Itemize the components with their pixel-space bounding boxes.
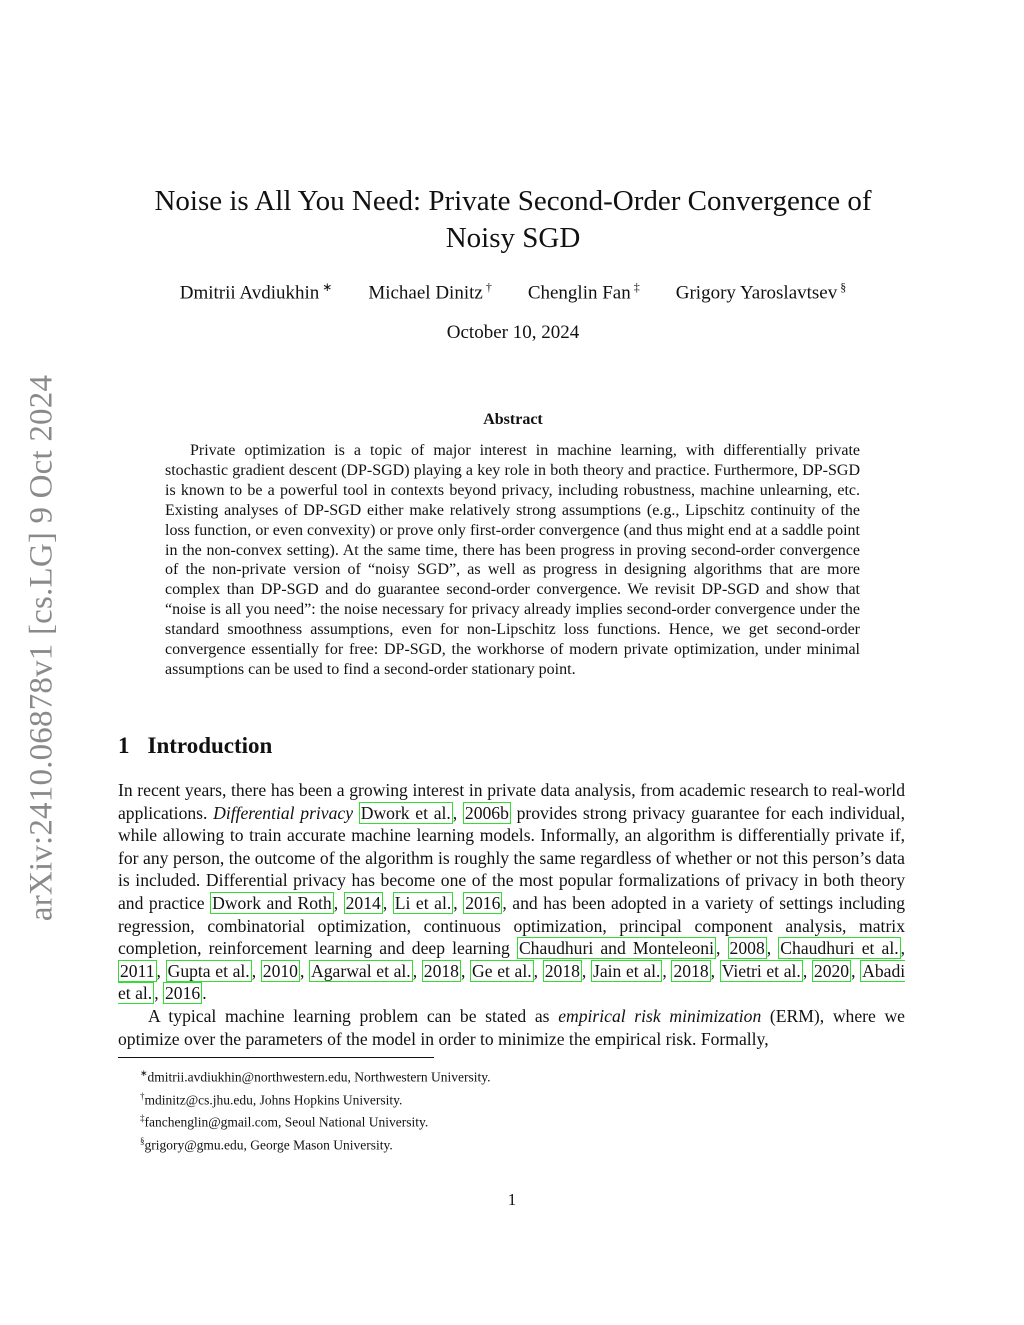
abstract-heading: Abstract	[483, 411, 543, 428]
footnote: ∗dmitrii.avdiukhin@northwestern.edu, Northwestern University.	[140, 1068, 491, 1085]
citation-link[interactable]: 2016	[165, 983, 201, 1004]
citation-link[interactable]: 2008	[729, 938, 765, 959]
author: Grigory Yaroslavtsev §	[675, 280, 847, 304]
section-title: Introduction	[147, 733, 273, 758]
paragraph: A typical machine learning problem can be stated as empirical risk minimization (ERM), where we optimize over the parameters of the model in order to minimize the empirical risk. Formally,	[118, 1005, 905, 1049]
citation-link[interactable]: 2020	[813, 960, 850, 981]
footnote: †mdinitz@cs.jhu.edu, Johns Hopkins University.	[140, 1090, 403, 1107]
section-heading	[118, 733, 272, 759]
arxiv-identifier: arXiv:2410.06878v1 [cs.LG] 9 Oct 2024	[23, 374, 60, 922]
citation-link[interactable]: Ge et al.	[472, 960, 532, 981]
citation-link[interactable]: Dwork and Roth	[212, 892, 332, 913]
page-number: 1	[507, 1190, 517, 1209]
citation-link[interactable]: 2018	[673, 960, 709, 981]
author-mark[interactable]: ‡	[633, 280, 640, 294]
citation-link[interactable]: Vietri et al.	[721, 960, 801, 981]
citation-link[interactable]: Dwork et al.	[360, 802, 451, 823]
footnote: §grigory@gmu.edu, George Mason University.	[140, 1135, 393, 1152]
author: Michael Dinitz †	[368, 280, 492, 304]
citation-link[interactable]: 2018	[423, 960, 459, 981]
citation-link[interactable]: 2011	[120, 960, 155, 981]
author-list	[118, 280, 908, 304]
citation-link[interactable]: 2014	[345, 892, 381, 913]
citation-link[interactable]: 2016	[465, 892, 501, 913]
citation-link[interactable]: 2010	[262, 960, 298, 981]
introduction-body	[118, 779, 905, 1050]
paper-title: Noise is All You Need: Private Second-Order Convergence of Noisy SGD	[154, 185, 872, 254]
author-mark[interactable]: ∗	[322, 280, 333, 294]
citation-link[interactable]: Abadi et al.	[118, 960, 906, 1004]
abstract-body: Private optimization is a topic of major interest in machine learning, with differentially private stochastic gradient descent (DP-SGD) playing a key role in both theory and practice. Furthermore, DP-SGD is known to be a powerful tool in contexts beyond privacy, including robustness, machine unlearning, etc. Existing analyses of DP-SGD either make relatively strong assumptions (e.g., Lipschitz continuity of the loss function, or even convexity) or prove only first-order convergence (and thus might end at a saddle point in the non-convex setting). At the same time, there has been progress in proving second-order convergence of the non-private version of “noisy SGD”, as well as progress in designing algorithms that are more complex than DP-SGD and do guarantee second-order convergence. We revisit DP-SGD and show that “noise is all you need”: the noise necessary for privacy already implies second-order convergence under the standard smoothness assumptions, even for non-Lipschitz loss functions. Hence, we get second-order convergence essentially for free: DP-SGD, the workhorse of modern private optimization, under minimal assumptions can be used to find a second-order stationary point.	[165, 442, 860, 678]
citation-link[interactable]: 2018	[544, 960, 580, 981]
citation-link[interactable]: Li et al.	[394, 892, 452, 913]
paragraph: In recent years, there has been a growing interest in private data analysis, from academic research to real-world applications. Differential privacy Dwork et al. , 2006b provides strong privacy guarantee for each individual, while allowing to train accurate machine learning models. Informally, an algorithm is differentially private if, for any person, the outcome of the algorithm is roughly the same regardless of whether or not this person’s data is included. Differential privacy has become one of the most popular formalizations of privacy in both theory and practice Dwork and Roth , 2014 , Li et al. , 2016 , and has been adopted in a variety of settings including regression, combinatorial optimization, continuous optimization, principal component analysis, matrix completion, reinforcement learning and deep learning Chaudhuri and Monteleoni , 2008 , Chaudhuri et al. , 2011 , Gupta et al. , 2010 , Agarwal et al. , 2018 , Ge et al. , 2018 , Jain et al. , 2018 , Vietri et al. , 2020 , Abadi et al. , 2016 .	[118, 780, 906, 1004]
footnote: ‡fanchenglin@gmail.com, Seoul National University.	[140, 1113, 429, 1130]
author: Dmitrii Avdiukhin ∗	[179, 280, 333, 304]
footnotes	[140, 1064, 840, 1154]
footnote-divider	[118, 1057, 434, 1058]
citation-link[interactable]: Chaudhuri and Monteleoni	[518, 938, 714, 959]
citation-link[interactable]: Jain et al.	[592, 960, 661, 981]
author-mark[interactable]: §	[840, 280, 847, 294]
author-mark[interactable]: †	[485, 280, 492, 294]
citation-link[interactable]: Chaudhuri et al.	[780, 938, 899, 959]
citation-link[interactable]: Gupta et al.	[167, 960, 250, 981]
publication-date: October 10, 2024	[446, 322, 580, 343]
section-number: 1	[118, 733, 130, 758]
author: Chenglin Fan ‡	[527, 280, 640, 304]
citation-link[interactable]: Agarwal et al.	[311, 960, 411, 981]
citation-link[interactable]: 2006b	[464, 802, 509, 823]
